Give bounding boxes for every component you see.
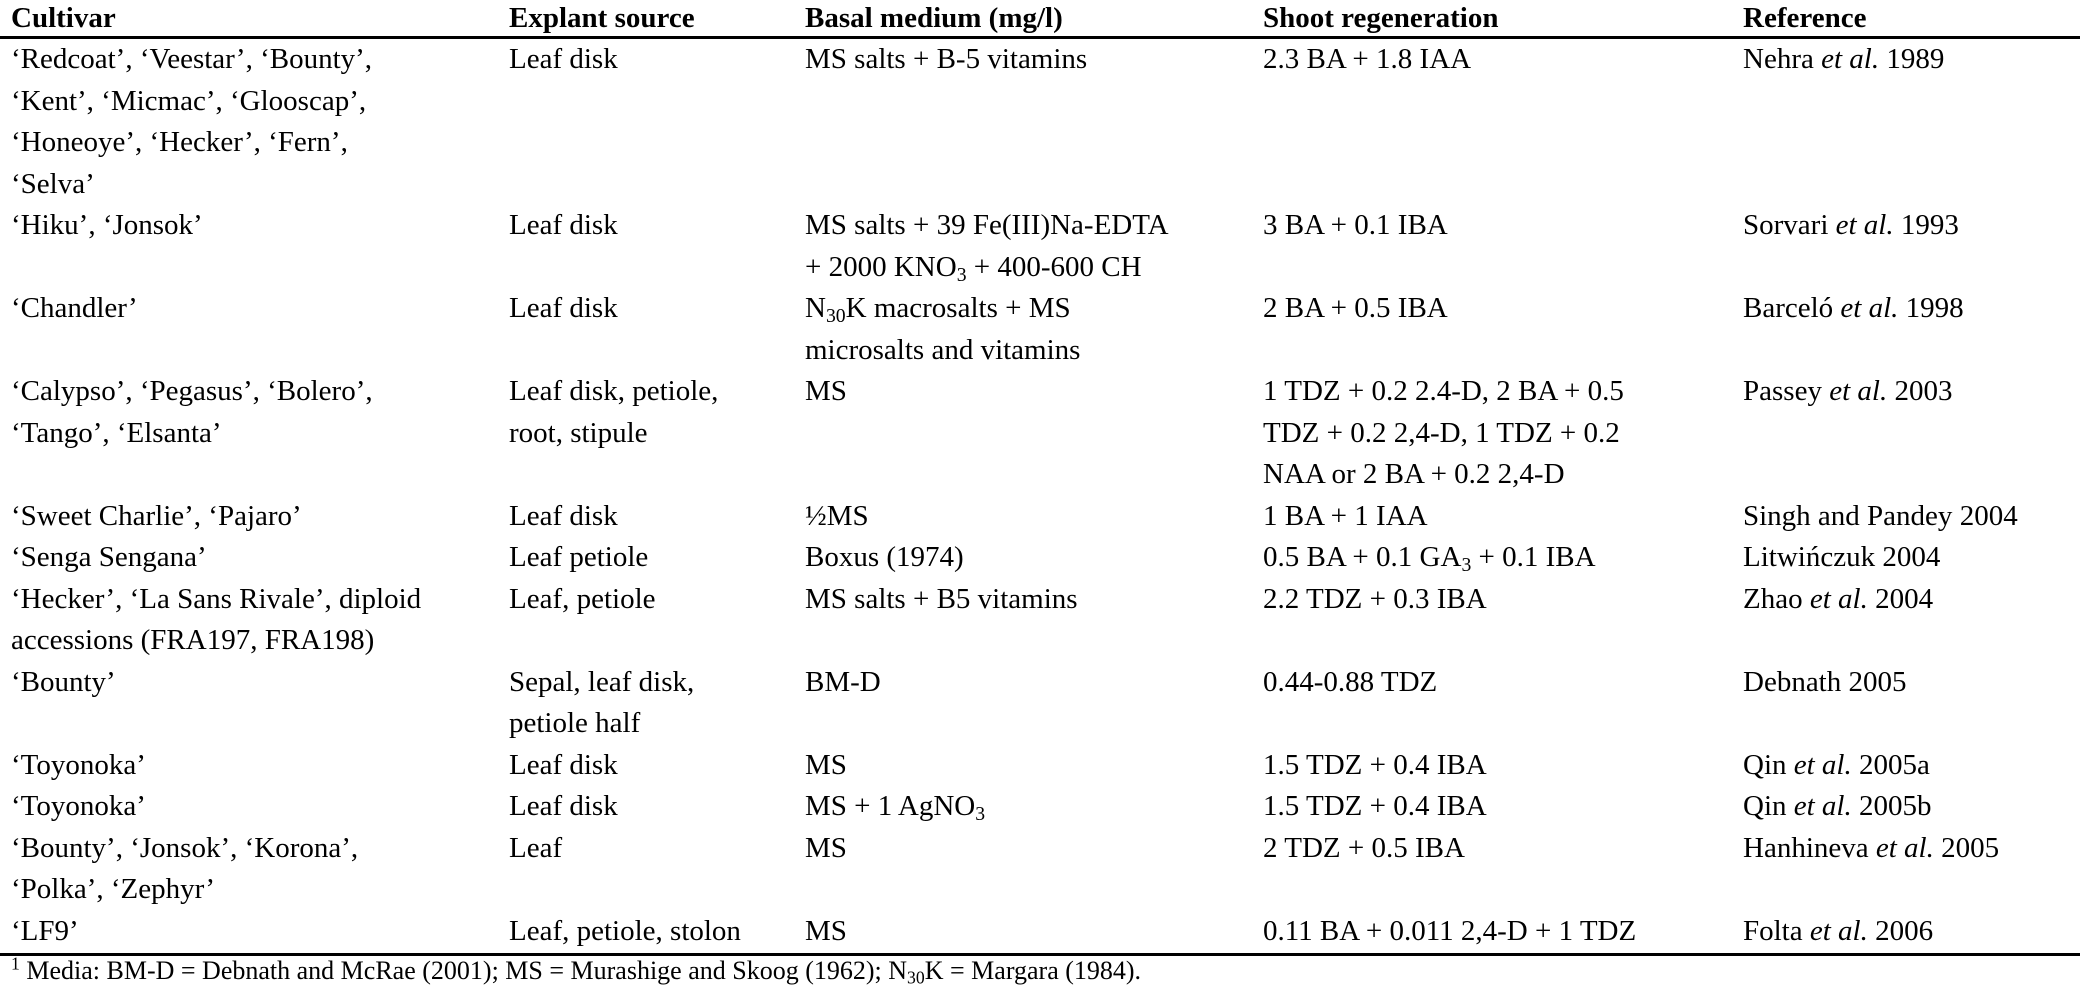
cell-basal-medium xyxy=(805,371,1263,496)
cell-cultivar-line: ‘Sweet Charlie’, ‘Pajaro’ xyxy=(11,499,302,532)
cell-cultivar-line: accessions (FRA197, FRA198) xyxy=(11,624,375,656)
cell-shoot-regeneration-line: 0.11 BA + 0.011 2,4-D + 1 TDZ xyxy=(1263,914,1637,947)
cell-reference xyxy=(1743,205,2080,288)
cell-explant-source xyxy=(509,745,805,787)
reference-et-al: et al. xyxy=(1809,582,1876,615)
cell-cultivar-line: ‘Polka’, ‘Zephyr’ xyxy=(11,873,216,905)
cell-cultivar-line: ‘Honeoye’, ‘Hecker’, ‘Fern’, xyxy=(11,126,348,158)
reference-author: Zhao xyxy=(1743,582,1810,615)
cell-basal-medium xyxy=(805,288,1263,371)
reference-year: 2005a xyxy=(1859,748,1930,781)
table-row xyxy=(0,662,2080,745)
reference-author: Nehra xyxy=(1743,43,1822,75)
cell-reference xyxy=(1743,39,2080,205)
reference-et-al: et al. xyxy=(1793,790,1859,822)
cell-cultivar-line: ‘Redcoat’, ‘Veestar’, ‘Bounty’, xyxy=(11,43,373,75)
reference-year: 2005b xyxy=(1859,790,1932,822)
cell-explant-source-line: Leaf disk xyxy=(509,292,618,324)
table-row xyxy=(0,205,2080,288)
cell-cultivar xyxy=(11,911,509,953)
cell-shoot-regeneration xyxy=(1263,662,1743,745)
cell-reference xyxy=(1743,537,2080,579)
cell-shoot-regeneration xyxy=(1263,371,1743,496)
table-row xyxy=(0,786,2080,828)
cell-reference xyxy=(1743,745,2080,787)
cell-cultivar xyxy=(11,371,509,496)
table-row xyxy=(0,579,2080,662)
reference-year: 2004 xyxy=(1882,541,1941,573)
cell-shoot-regeneration-line: 0.5 BA + 0.1 $GA_3 + 0.1$ IBA xyxy=(1263,541,1596,576)
reference-author: Folta xyxy=(1743,914,1810,947)
cell-shoot-regeneration-line: NAA or 2 BA + 0.2 2,4-D xyxy=(1263,458,1565,490)
cell-basal-medium-line: $N_{30}K$ macrosalts + MS xyxy=(805,292,1071,327)
footnote-marker: 1 xyxy=(11,953,20,974)
cell-shoot-regeneration-line: 1.5 TDZ + 0.4 IBA xyxy=(1263,790,1487,822)
footnote-text: Media: BM-D = Debnath and McRae (2001); MS = Murashige and Skoog (1962); $N_{30}K$ = Margara (1984). xyxy=(26,956,1142,987)
cell-cultivar xyxy=(11,288,509,371)
cell-basal-medium-line: + 2000 $KNO_3 + 400-600$ CH xyxy=(805,250,1142,286)
cell-cultivar xyxy=(11,662,509,745)
cell-explant-source xyxy=(509,496,805,538)
reference-year: 2006 xyxy=(1875,914,1934,947)
cell-explant-source-line: Leaf, petiole xyxy=(509,582,656,615)
cell-cultivar xyxy=(11,828,509,911)
cell-cultivar-line: ‘Senga Sengana’ xyxy=(11,541,207,573)
cell-explant-source-line: Leaf petiole xyxy=(509,541,649,573)
cell-cultivar-line: ‘Tango’, ‘Elsanta’ xyxy=(11,416,222,449)
cell-shoot-regeneration xyxy=(1263,205,1743,288)
cell-basal-medium xyxy=(805,786,1263,828)
table-row xyxy=(0,288,2080,371)
cell-explant-source-line: Leaf, petiole, stolon xyxy=(509,914,741,947)
cell-basal-medium-line: ½MS xyxy=(805,499,869,532)
cell-reference xyxy=(1743,371,2080,496)
cell-explant-source xyxy=(509,662,805,745)
cell-cultivar-line: ‘Bounty’ xyxy=(11,665,116,698)
cell-basal-medium-line: BM-D xyxy=(805,665,881,698)
cell-shoot-regeneration-line: 2 BA + 0.5 IBA xyxy=(1263,292,1448,324)
cell-basal-medium xyxy=(805,39,1263,205)
cell-cultivar-line: ‘Calypso’, ‘Pegasus’, ‘Bolero’, xyxy=(11,375,373,407)
header-reference: Reference xyxy=(1743,2,1867,34)
cell-basal-medium-line: MS salts + B-5 vitamins xyxy=(805,43,1088,75)
table-header xyxy=(0,0,2080,39)
reference-year: 2004 xyxy=(1959,499,2018,532)
cell-shoot-regeneration-line: 3 BA + 0.1 IBA xyxy=(1263,209,1448,241)
cell-shoot-regeneration-line: 0.44-0.88 TDZ xyxy=(1263,665,1438,698)
cell-shoot-regeneration xyxy=(1263,288,1743,371)
cell-explant-source-line: Leaf disk xyxy=(509,43,618,75)
cell-explant-source xyxy=(509,288,805,371)
reference-author: Singh and Pandey xyxy=(1743,499,1960,532)
table-body xyxy=(0,39,2080,952)
cell-cultivar xyxy=(11,745,509,787)
cell-reference xyxy=(1743,496,2080,538)
table-row xyxy=(0,828,2080,911)
cell-basal-medium-line: Boxus (1974) xyxy=(805,541,964,573)
cell-explant-source xyxy=(509,911,805,953)
reference-author: Passey xyxy=(1743,375,1830,407)
cell-shoot-regeneration xyxy=(1263,496,1743,538)
cell-cultivar xyxy=(11,579,509,662)
cell-cultivar xyxy=(11,786,509,828)
reference-et-al: et al. xyxy=(1829,375,1895,407)
cell-basal-medium-line: MS + 1 AgNO$_3$ xyxy=(805,790,986,825)
cell-cultivar-line: ‘Kent’, ‘Micmac’, ‘Glooscap’, xyxy=(11,84,367,117)
table-row xyxy=(0,537,2080,579)
reference-et-al: et al. xyxy=(1875,831,1942,864)
cell-shoot-regeneration-line: 1 TDZ + 0.2 2.4-D, 2 BA + 0.5 xyxy=(1263,375,1624,407)
cell-shoot-regeneration xyxy=(1263,537,1743,579)
cell-cultivar xyxy=(11,39,509,205)
cell-basal-medium-line: MS xyxy=(805,831,847,864)
cell-cultivar-line: ‘Selva’ xyxy=(11,167,95,200)
header-basal-medium: Basal medium (mg/l) xyxy=(805,2,1063,34)
cell-explant-source-line: Leaf xyxy=(509,831,563,864)
cell-cultivar-line: ‘Bounty’, ‘Jonsok’, ‘Korona’, xyxy=(11,831,359,864)
cell-reference xyxy=(1743,828,2080,911)
cell-basal-medium xyxy=(805,911,1263,953)
reference-year: 1993 xyxy=(1900,209,1959,241)
table-row xyxy=(0,745,2080,787)
cell-explant-source-line: petiole half xyxy=(509,707,641,739)
cell-shoot-regeneration-line: 2.2 TDZ + 0.3 IBA xyxy=(1263,582,1487,615)
reference-author: Sorvari xyxy=(1743,209,1836,241)
reference-author: Qin xyxy=(1743,748,1794,781)
cell-basal-medium xyxy=(805,662,1263,745)
cell-reference xyxy=(1743,911,2080,953)
cell-reference xyxy=(1743,786,2080,828)
cell-basal-medium xyxy=(805,496,1263,538)
cell-cultivar xyxy=(11,537,509,579)
header-explant-source: Explant source xyxy=(509,2,695,34)
cell-shoot-regeneration-line: TDZ + 0.2 2,4-D, 1 TDZ + 0.2 xyxy=(1263,416,1620,449)
cell-shoot-regeneration-line: 1.5 TDZ + 0.4 IBA xyxy=(1263,748,1487,781)
reference-year: 1998 xyxy=(1905,292,1964,324)
cell-explant-source-line: Leaf disk, petiole, xyxy=(509,375,719,407)
cell-explant-source-line: Leaf disk xyxy=(509,499,618,532)
cell-cultivar-line: ‘Hiku’, ‘Jonsok’ xyxy=(11,209,203,241)
cell-explant-source xyxy=(509,39,805,205)
reference-author: Debnath xyxy=(1743,665,1849,698)
cell-shoot-regeneration xyxy=(1263,745,1743,787)
cell-reference xyxy=(1743,662,2080,745)
table-row xyxy=(0,371,2080,496)
cell-cultivar xyxy=(11,205,509,288)
cell-shoot-regeneration xyxy=(1263,786,1743,828)
cell-shoot-regeneration xyxy=(1263,39,1743,205)
cell-explant-source-line: root, stipule xyxy=(509,416,648,449)
cell-cultivar-line: ‘Chandler’ xyxy=(11,292,138,324)
cell-explant-source xyxy=(509,371,805,496)
cell-explant-source xyxy=(509,786,805,828)
cell-cultivar-line: ‘Toyonoka’ xyxy=(11,748,146,781)
reference-author: Barceló xyxy=(1743,292,1841,324)
cell-shoot-regeneration xyxy=(1263,911,1743,953)
header-shoot-regeneration: Shoot regeneration xyxy=(1263,2,1499,34)
cell-explant-source xyxy=(509,537,805,579)
reference-author: Qin xyxy=(1743,790,1794,822)
reference-et-al: et al. xyxy=(1840,292,1906,324)
cell-cultivar-line: ‘LF9’ xyxy=(11,914,79,947)
cell-shoot-regeneration-line: 2 TDZ + 0.5 IBA xyxy=(1263,831,1465,864)
cell-shoot-regeneration-line: 1 BA + 1 IAA xyxy=(1263,499,1428,532)
reference-year: 2004 xyxy=(1875,582,1934,615)
cell-explant-source-line: Sepal, leaf disk, xyxy=(509,665,695,698)
cell-cultivar xyxy=(11,496,509,538)
cell-basal-medium xyxy=(805,205,1263,288)
reference-year: 2005 xyxy=(1848,665,1907,698)
reference-et-al: et al. xyxy=(1793,748,1859,781)
cell-basal-medium-line: MS xyxy=(805,748,847,781)
reference-et-al: et al. xyxy=(1821,43,1887,75)
cell-explant-source xyxy=(509,828,805,911)
cell-reference xyxy=(1743,579,2080,662)
header-cultivar: Cultivar xyxy=(11,2,116,34)
cell-cultivar-line: ‘Hecker’, ‘La Sans Rivale’, diploid xyxy=(11,582,422,615)
cell-basal-medium xyxy=(805,828,1263,911)
cell-shoot-regeneration xyxy=(1263,579,1743,662)
cell-basal-medium-line: microsalts and vitamins xyxy=(805,333,1081,366)
cell-basal-medium xyxy=(805,579,1263,662)
cell-basal-medium-line: MS salts + 39 Fe(III)Na-EDTA xyxy=(805,209,1169,241)
cell-basal-medium-line: MS salts + B5 vitamins xyxy=(805,582,1078,615)
reference-year: 1989 xyxy=(1886,43,1945,75)
cell-explant-source xyxy=(509,579,805,662)
cell-reference xyxy=(1743,288,2080,371)
cell-basal-medium xyxy=(805,745,1263,787)
reference-year: 2003 xyxy=(1894,375,1953,407)
table-row xyxy=(0,911,2080,953)
table-row xyxy=(0,39,2080,205)
table-row xyxy=(0,496,2080,538)
cell-shoot-regeneration-line: 2.3 BA + 1.8 IAA xyxy=(1263,43,1472,75)
cell-explant-source-line: Leaf disk xyxy=(509,748,618,781)
reference-et-al: et al. xyxy=(1835,209,1901,241)
reference-author: Hanhineva xyxy=(1743,831,1876,864)
cell-shoot-regeneration xyxy=(1263,828,1743,911)
cell-basal-medium-line: MS xyxy=(805,375,847,407)
cell-explant-source-line: Leaf disk xyxy=(509,790,618,822)
reference-et-al: et al. xyxy=(1809,914,1876,947)
reference-author: Litwińczuk xyxy=(1743,541,1883,573)
cell-basal-medium-line: MS xyxy=(805,914,847,947)
cell-explant-source xyxy=(509,205,805,288)
cell-cultivar-line: ‘Toyonoka’ xyxy=(11,790,146,822)
table-footnote xyxy=(11,953,1142,987)
reference-year: 2005 xyxy=(1941,831,2000,864)
cell-explant-source-line: Leaf disk xyxy=(509,209,618,241)
cell-basal-medium xyxy=(805,537,1263,579)
